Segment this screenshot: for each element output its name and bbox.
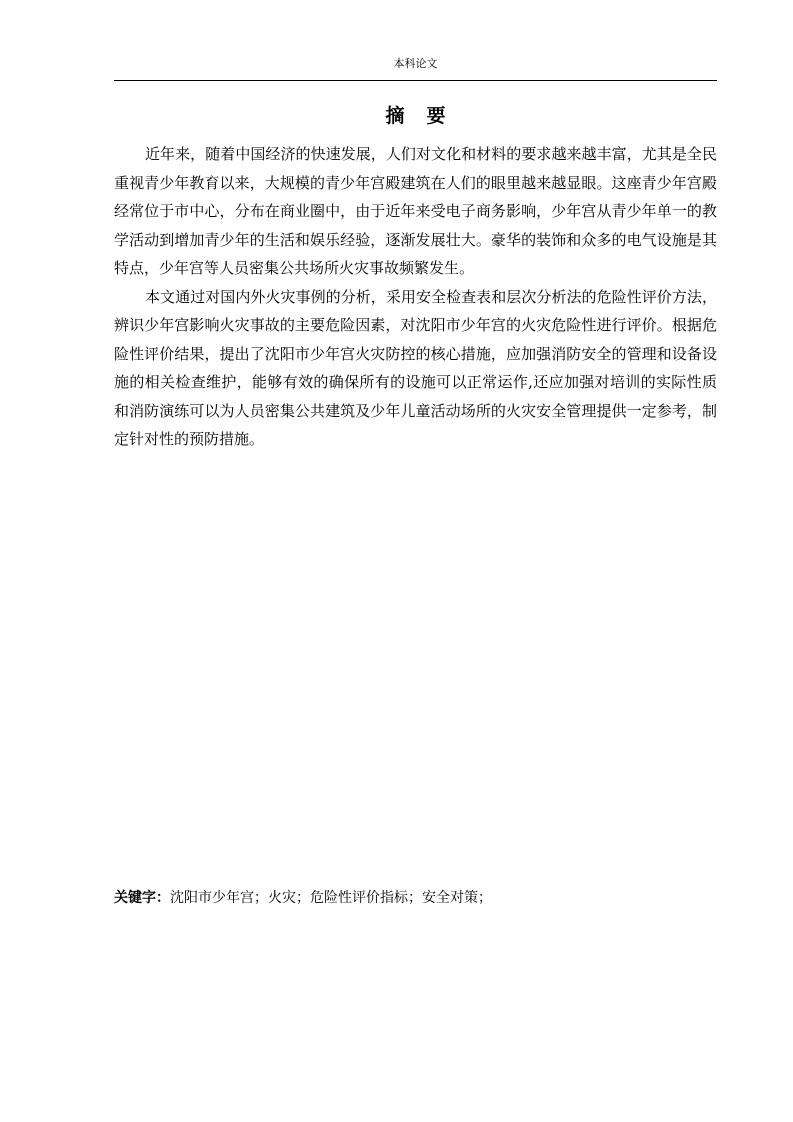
header-title: 本科论文 bbox=[393, 57, 438, 70]
keywords-label: 关键字： bbox=[114, 890, 170, 906]
abstract-paragraph: 近年来，随着中国经济的快速发展，人们对文化和材料的要求越来越丰富，尤其是全民重视青少年教育以来，大规模的青少年宫殿建筑在人们的眼里越来越显眼。这座青少年宫殿经常位于市中心，分布在商业圈中，由于近年来受电子商务影响，少年宫从青少年单一的教学活动到增加青少年的生活和娱乐经验，逐渐发展壮大。豪华的装饰和众多的电气设施是其特点，少年宫等人员密集公共场所火灾事故频繁发生。 bbox=[114, 145, 717, 277]
abstract-paragraph: 本文通过对国内外火灾事例的分析，采用安全检查表和层次分析法的危险性评价方法，辨识少年宫影响火灾事故的主要危险因素，对沈阳市少年宫的火灾危险性进行评价。根据危险性评价结果，提出了沈阳市少年宫火灾防控的核心措施，应加强消防安全的管理和设备设施的相关检查维护，能够有效的确保所有的设施可以正常运作,还应加强对培训的实际性质和消防演练可以为人员密集公共建筑及少年儿童活动场所的火灾安全管理提供一定参考，制定针对性的预防措施。 bbox=[114, 287, 717, 448]
abstract-body bbox=[114, 140, 717, 454]
keywords-text: 沈阳市少年宫；火灾；危险性评价指标；安全对策； bbox=[170, 890, 492, 906]
page-header bbox=[114, 52, 717, 81]
keywords-line bbox=[114, 886, 717, 910]
abstract-title: 摘要 bbox=[385, 105, 468, 127]
